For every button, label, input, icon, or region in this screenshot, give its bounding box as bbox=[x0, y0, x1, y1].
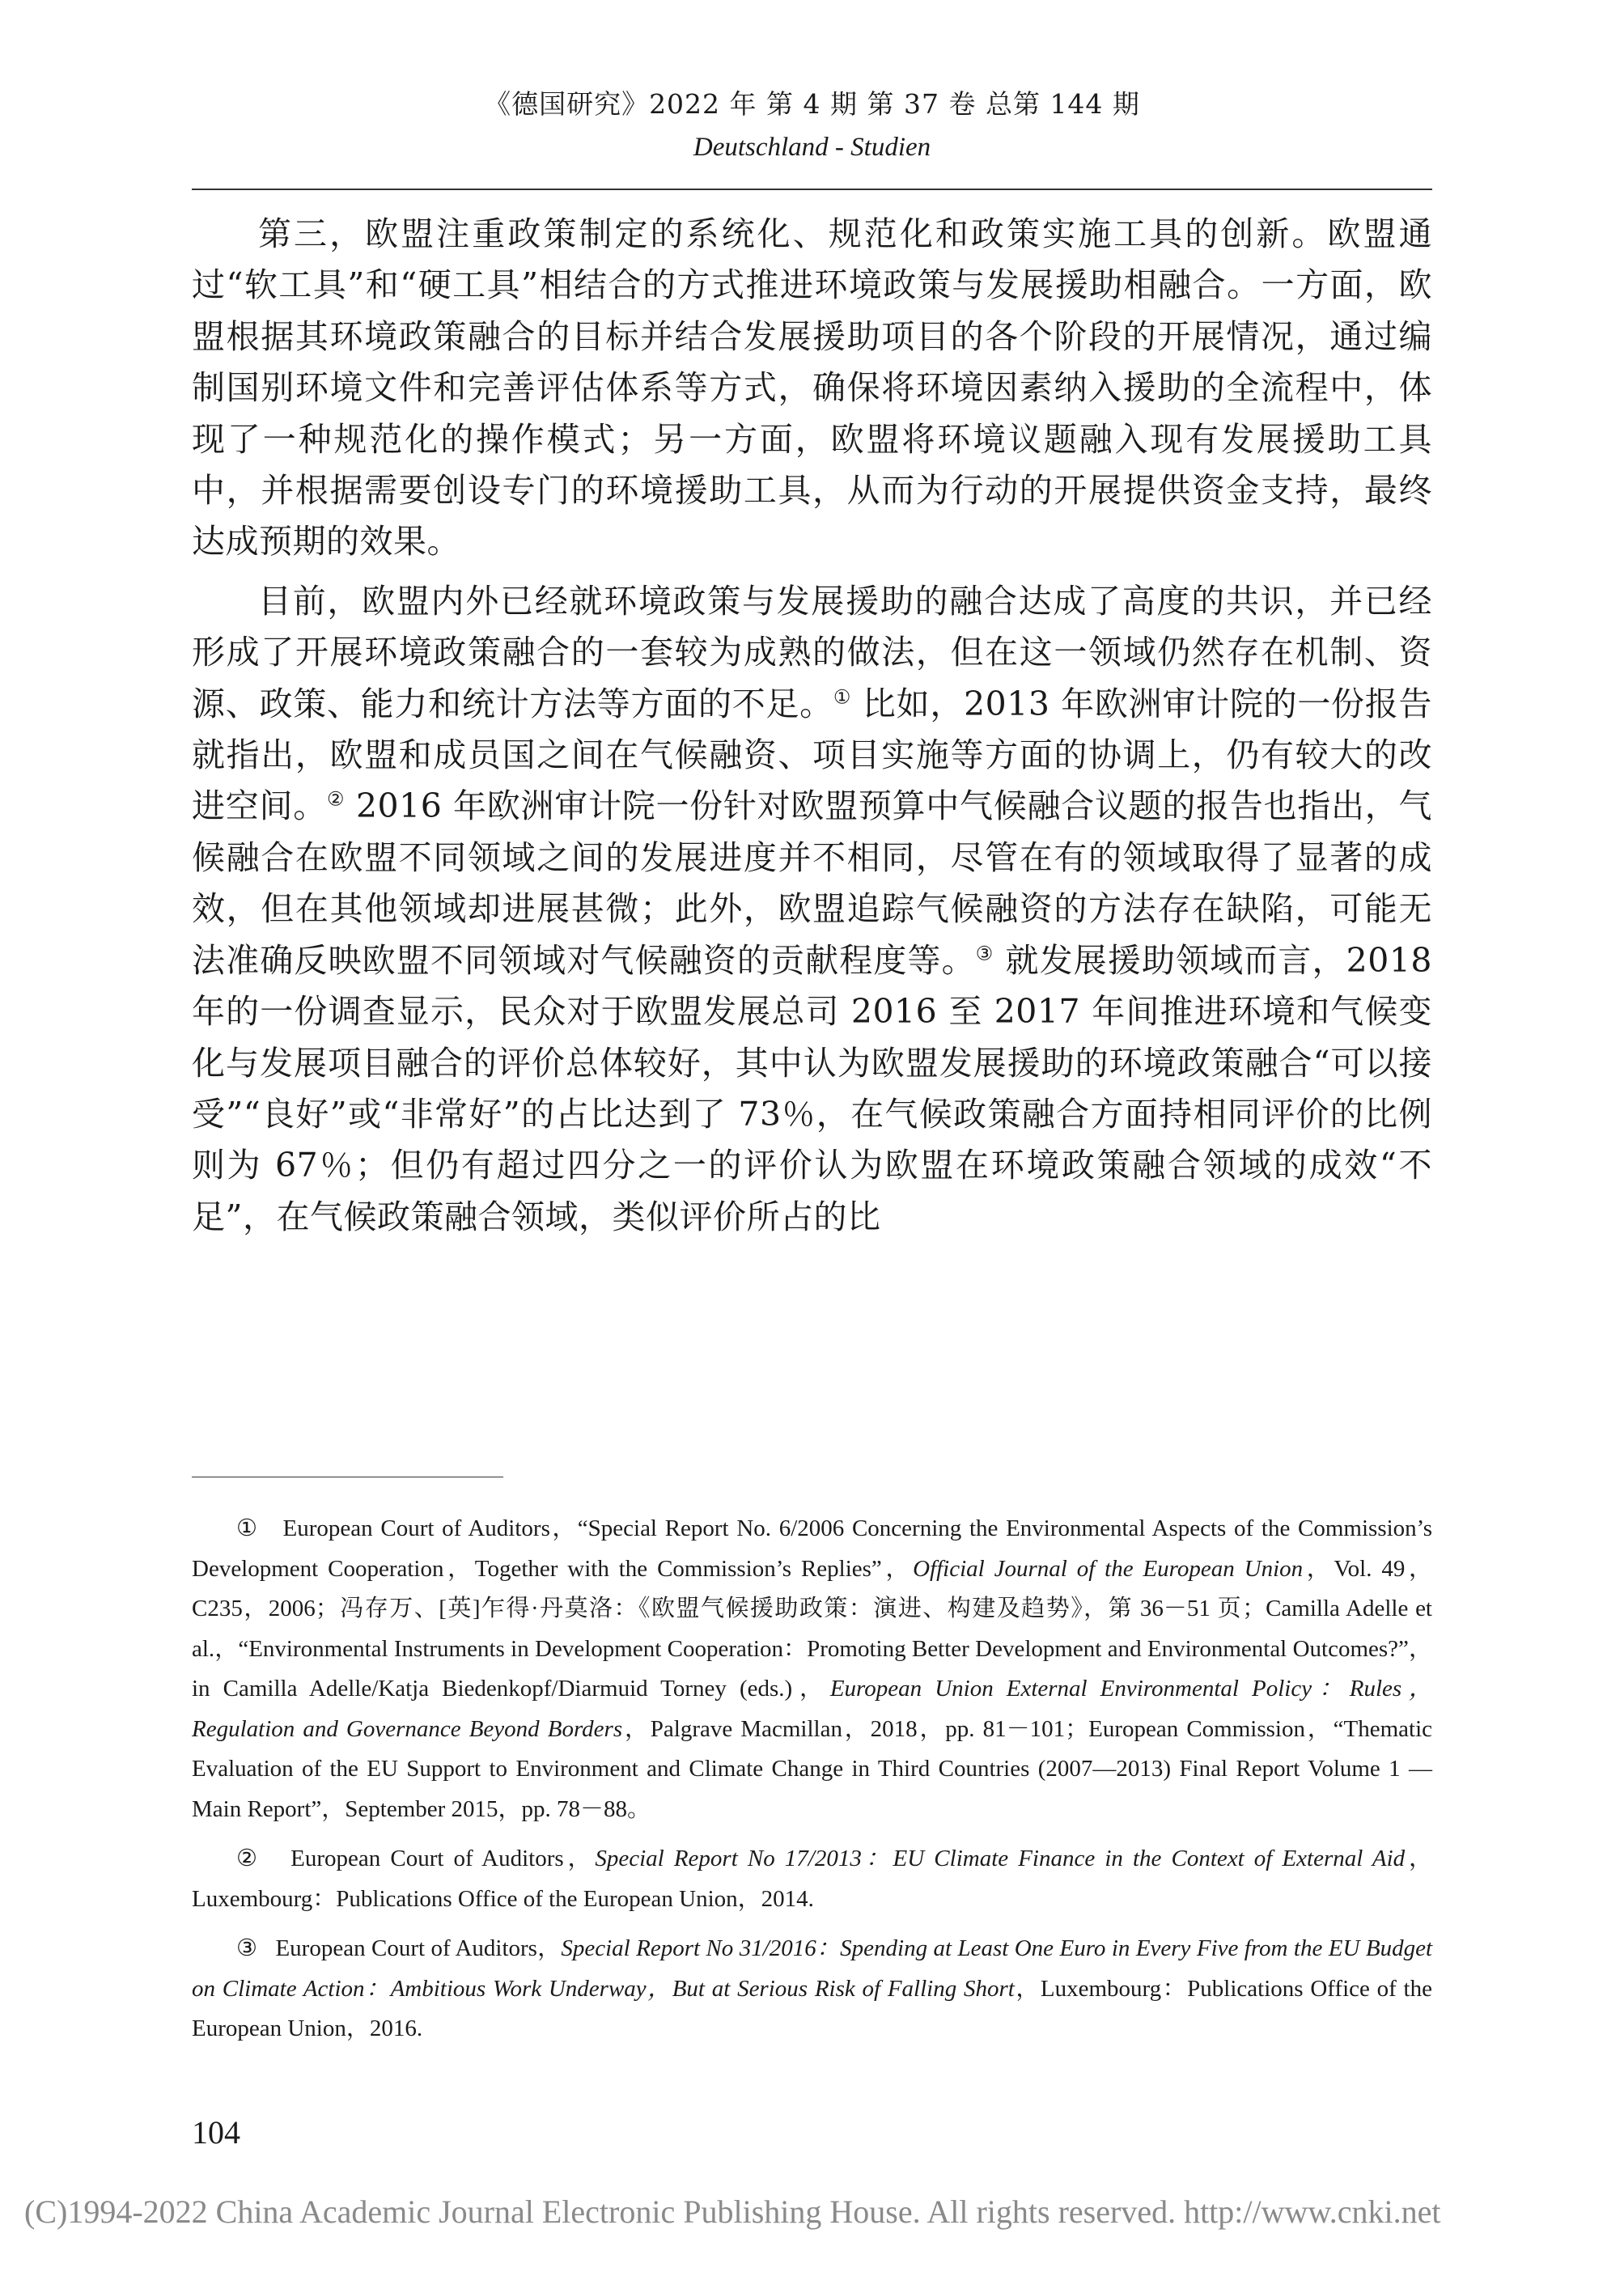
footnote-ref-3[interactable]: ③ bbox=[975, 942, 994, 965]
paragraph-2-seg-2: 比如，2013 年欧洲审计院的一份报告就指出，欧盟和成员国之间在气候融资、项目实施等方面的协调上，仍有较大的改进空间。 bbox=[192, 684, 1433, 826]
footnote-text: European Court of Auditors， bbox=[275, 1935, 562, 1961]
paragraph-2-seg-1: 目前，欧盟内外已经就环境政策与发展援助的融合达成了高度的共识，并已经形成了开展环境政策融合的一套较为成熟的做法，但在这一领域仍然存在机制、资源、政策、能力和统计方法等方面的不足。 bbox=[192, 581, 1432, 723]
footnote-marker: ① bbox=[236, 1515, 260, 1541]
footnote-text: European Court of Auditors，“Special Report No. 6/2006 Concerning the Environmental Aspects of the Commission’s Development Cooperation，Together with the Commission’s Replies”， bbox=[192, 1515, 1433, 1582]
body-text bbox=[192, 209, 1432, 1251]
footnote-italic-text: Official Journal of the European Union bbox=[913, 1555, 1304, 1582]
paragraph-2 bbox=[192, 576, 1432, 1243]
header-divider bbox=[192, 189, 1432, 190]
footnotes bbox=[192, 1509, 1432, 2059]
footnote-text: ，Luxembourg：Publications Office of the European Union，2016. bbox=[192, 1975, 1432, 2041]
footnote-text: European Court of Auditors， bbox=[290, 1846, 596, 1871]
footnote-marker: ② bbox=[236, 1846, 261, 1871]
footnote-3 bbox=[192, 1929, 1432, 2049]
footnote-2 bbox=[192, 1839, 1432, 1919]
footnote-italic-text: Special Report No 17/2013：EU Climate Finance in the Context of External Aid bbox=[595, 1846, 1406, 1871]
footnote-text: ，Luxembourg：Publications Office of the European Union，2014. bbox=[192, 1846, 1433, 1912]
footnote-ref-2[interactable]: ② bbox=[326, 787, 346, 811]
footnote-text: ，Vol. 49，C235，2006；冯存万、[英]乍得·丹莫洛：《欧盟气候援助政策：演进、构建及趋势》，第 36－51 页；Camilla Adelle et al.，“Environmental Instruments in Development Cooperation：Promoting Better Development and Environmental Outcomes?”，in Camilla Adelle/Katja Biedenkopf/Diarmuid Torney (eds.)， bbox=[192, 1555, 1432, 1702]
copyright-footer: (C)1994-2022 China Academic Journal Electronic Publishing House. All rights reserved. http://www.cnki.net bbox=[24, 2193, 1441, 2230]
journal-header-title: 《德国研究》2022 年 第 4 期 第 37 卷 总第 144 期 bbox=[484, 88, 1140, 120]
paragraph-2-seg-3: 2016 年欧洲审计院一份针对欧盟预算中气候融合议题的报告也指出，气候融合在欧盟不同领域之间的发展进度并不相同，尽管在有的领域取得了显著的成效，但在其他领域却进展甚微；此外，欧盟追踪气候融资的方法存在缺陷，可能无法准确反映欧盟不同领域对气候融资的贡献程度等。 bbox=[192, 786, 1433, 980]
footnote-1 bbox=[192, 1509, 1432, 1829]
page-number: 104 bbox=[192, 2114, 240, 2151]
footnote-text: ，Palgrave Macmillan，2018，pp. 81－101；European Commission，“Thematic Evaluation of the EU Support to Environment and Climate Change in Third Countries (2007—2013) Final Report Volume 1 — Main Report”，September 2015，pp. 78－88。 bbox=[192, 1715, 1433, 1822]
footnote-italic-text: European Union External Environmental Policy：Rules，Regulation and Governance Beyond Borders bbox=[192, 1676, 1432, 1742]
paragraph-2-seg-4: 就发展援助领域而言，2018 年的一份调查显示，民众对于欧盟发展总司 2016 至 2017 年间推进环境和气候变化与发展项目融合的评价总体较好，其中认为欧盟发展援助的环境政策融合“可以接受”“良好”或“非常好”的占比达到了 73％，在气候政策融合方面持相同评价的比例则为 67％；但仍有超过四分之一的评价认为欧盟在环境政策融合领域的成效“不足”，在气候政策融合领域，类似评价所占的比 bbox=[192, 940, 1433, 1236]
paragraph-1: 第三，欧盟注重政策制定的系统化、规范化和政策实施工具的创新。欧盟通过“软工具”和“硬工具”相结合的方式推进环境政策与发展援助相融合。一方面，欧盟根据其环境政策融合的目标并结合发展援助项目的各个阶段的开展情况，通过编制国别环境文件和完善评估体系等方式，确保将环境因素纳入援助的全流程中，体现了一种规范化的操作模式；另一方面，欧盟将环境议题融入现有发展援助工具中，并根据需要创设专门的环境援助工具，从而为行动的开展提供资金支持，最终达成预期的效果。 bbox=[192, 214, 1432, 562]
footnote-italic-text: Special Report No 31/2016：Spending at Least One Euro in Every Five from the EU Budget on Climate Action：Ambitious Work Underway，But at Serious Risk of Falling Short bbox=[192, 1935, 1433, 2002]
journal-header-subtitle: Deutschland - Studien bbox=[693, 133, 931, 162]
footnote-ref-1[interactable]: ① bbox=[833, 685, 852, 708]
footnote-marker: ③ bbox=[236, 1935, 258, 1961]
